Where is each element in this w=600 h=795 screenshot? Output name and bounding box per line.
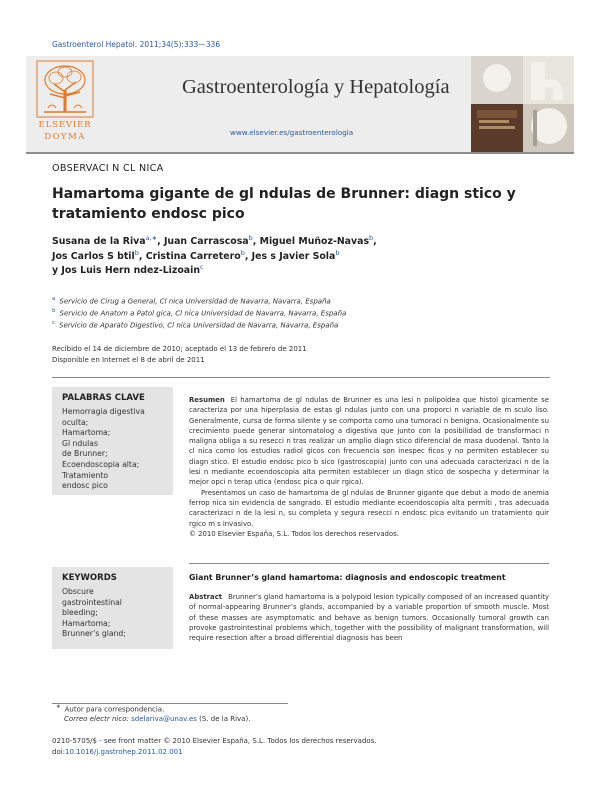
author-name[interactable]: Susana de la Riva xyxy=(52,236,146,247)
dates-divider xyxy=(52,377,550,378)
author-name[interactable]: Miguel Muñoz-Navas xyxy=(259,236,370,247)
keyword-item: Gl ndulas xyxy=(62,438,99,448)
doi-link[interactable]: 10.1016/j.gastrohep.2011.02.001 xyxy=(65,748,183,756)
keywords-es-heading: PALABRAS CLAVE xyxy=(62,393,145,403)
affiliation-mark: b xyxy=(52,308,56,314)
author-affil-mark[interactable]: b xyxy=(240,248,245,257)
doi-line xyxy=(52,748,183,756)
author-affil-mark[interactable]: a,∗ xyxy=(145,233,158,242)
abstract-es xyxy=(189,395,549,539)
elsevier-logo xyxy=(28,58,102,148)
corresponding-author-note xyxy=(56,704,164,713)
keyword-item: Hamartoma; xyxy=(62,428,111,438)
author-name[interactable]: Juan Carrascosa xyxy=(163,236,249,247)
keyword-item: Tratamiento xyxy=(62,470,109,480)
keyword-item: bleeding; xyxy=(62,608,98,618)
keywords-en-list xyxy=(62,587,170,640)
abstract-es-p2: Presentamos un caso de hamartoma de gl ndulas de Brunner gigante que debut a modo de anemia ferrop nica sin evidencia de sangrado. El estudio mediante ecoendoscopia alta permiti , tras adecuada caracterizaci n de la lesi n, su completa y segura resecci n endosc pica evitando un tratamiento quir rgico m s invasivo. xyxy=(189,488,549,528)
received-date: Recibido el 14 de diciembre de 2010; aceptado el 13 de febrero de 2011 xyxy=(52,345,307,353)
header-divider xyxy=(26,152,574,154)
affiliation-text: Servicio de Anatom a Patol gica, Cl nica Universidad de Navarra, Navarra, España xyxy=(59,309,347,318)
author-affil-mark[interactable]: b xyxy=(335,248,340,257)
journal-title: Gastroenterología y Hepatología xyxy=(182,76,450,98)
publisher-name: ELSEVIER xyxy=(38,120,92,130)
keywords-en-heading: KEYWORDS xyxy=(62,573,117,583)
affiliation-mark: c xyxy=(52,320,56,326)
email-suffix: (S. de la Riva). xyxy=(199,715,251,723)
abstract-es-copyright: © 2010 Elsevier España, S.L. Todos los derechos reservados. xyxy=(189,529,399,538)
affiliation-text: Servicio de Cirug a General, Cl nica Universidad de Navarra, Navarra, España xyxy=(59,297,331,306)
abstract-en xyxy=(189,592,549,643)
cover-art xyxy=(471,56,574,152)
email-note xyxy=(64,715,250,723)
journal-citation[interactable]: Gastroenterol Hepatol. 2011;34(5):333—336 xyxy=(52,40,221,49)
affiliation-mark: a xyxy=(52,296,56,302)
author-name[interactable]: Jos Luis Hern ndez-Lizoain xyxy=(61,265,201,276)
abstract-en-text: Brunner’s gland hamartoma is a polypoid lesion typically composed of an increased quantity of normal-appearing Brunner’s glands, accompanied by a variable proportion of smooth muscle. Most of these masses are asymptomatic and behave as benign tumors. Occasionally tumoral growth can provoke gastrointestinal problems which, together with the possibility of malignant transformation, will require resection after a broad differential diagnosis has been xyxy=(189,593,549,643)
keyword-item: Hamartoma; xyxy=(62,618,111,628)
online-date: Disponible en Internet el 8 de abril de 2011 xyxy=(52,356,205,364)
keyword-item: oculta; xyxy=(62,417,89,427)
keyword-item: Obscure xyxy=(62,587,94,596)
affiliation xyxy=(52,308,552,317)
article-title: Hamartoma gigante de gl ndulas de Brunner: diagn stico y tratamiento endosc pico xyxy=(52,186,516,222)
affiliation xyxy=(52,296,552,305)
footnote-text: Autor para correspondencia. xyxy=(64,705,165,714)
keyword-item: gastrointestinal xyxy=(62,597,122,607)
keyword-item: de Brunner; xyxy=(62,449,108,459)
journal-url-link[interactable]: www.elsevier.es/gastroenterologia xyxy=(230,128,354,137)
keyword-item: Ecoendoscopia alta; xyxy=(62,459,140,469)
abstract-es-p1: El hamartoma de gl ndulas de Brunner es una lesi n polipoidea que histol gicamente se caracteriza por una hiperplasia de estas gl ndulas junto con una proporci n variable de m sculo liso. Generalmente, cursa de forma silente y se comporta como una tumoraci n benigna. Ocasionalmente su crecimiento puede generar sintomatolog a digestiva que junto con la posibilidad de transformaci n maligna obliga a su resecci n tras realizar un amplio diagn stico diferencial de masa duodenal. Tanto la cl nica como los estudios radiol gicos con frecuencia son inespec ficos y no permiten establecer su diagn stico. El estudio endosc pico b sico (gastroscopia) junto con una adecuada caracterizaci n de la lesi n mediante ecoendoscopia alta permiten establecer un diagn stico de sospecha y determinar la mejor opci n terap utica (endosc pica o quir rgica). xyxy=(189,396,549,487)
email-label: Correo electr nico: xyxy=(64,715,129,723)
front-matter-line: 0210-5705/$ - see front matter © 2010 Elsevier España, S.L. Todos los derechos reservados. xyxy=(52,737,377,745)
publisher-name-2: DOYMA xyxy=(44,132,86,142)
author-name[interactable]: Cristina Carretero xyxy=(145,250,241,262)
abstract-en-label: Abstract xyxy=(189,593,223,601)
doi-label: doi: xyxy=(52,748,66,756)
keyword-item: Brunner’s gland; xyxy=(62,629,126,639)
footnote-mark: ∗ xyxy=(56,704,61,710)
abstract-es-label: Resumen xyxy=(189,396,225,404)
keyword-item: endosc pico xyxy=(62,481,108,491)
author-affil-mark[interactable]: b xyxy=(134,248,139,257)
author-list: Susana de la Riva$^{a,∗}$, Juan Carrascosa$^b$, Miguel Muñoz-Navas$^b$, Jos Carlos S btil$^b$, Cristina Carretero$^b$, Jes s Javier Sola$^b$ y Jos Luis Hern ndez-Lizoain$^c$ xyxy=(52,233,377,276)
abstract-en-title: Giant Brunner’s gland hamartoma: diagnosis and endoscopic treatment xyxy=(189,573,506,582)
keywords-es-list xyxy=(62,407,170,492)
author-affil-mark[interactable]: b xyxy=(369,233,374,242)
author-name[interactable]: Jos Carlos S btil xyxy=(52,250,135,262)
article-type: OBSERVACI N CL NICA xyxy=(52,163,164,174)
journal-cover-image xyxy=(471,56,574,152)
author-name[interactable]: Jes s Javier Sola xyxy=(251,250,336,262)
affiliation-text: Servicio de Aparato Digestivo, Cl nica Universidad de Navarra, Navarra, España xyxy=(59,321,339,330)
author-affil-mark[interactable]: b xyxy=(248,233,253,242)
email-link[interactable]: sdelariva@unav.es xyxy=(131,715,197,723)
author-affil-mark[interactable]: c xyxy=(200,262,204,271)
keyword-item: Hemorragia digestiva xyxy=(62,407,145,416)
affiliation xyxy=(52,320,552,329)
elsevier-tree-icon xyxy=(36,60,94,118)
keywords-es-box xyxy=(52,387,173,495)
keywords-en-box xyxy=(52,567,173,649)
abstract-divider xyxy=(189,563,549,564)
